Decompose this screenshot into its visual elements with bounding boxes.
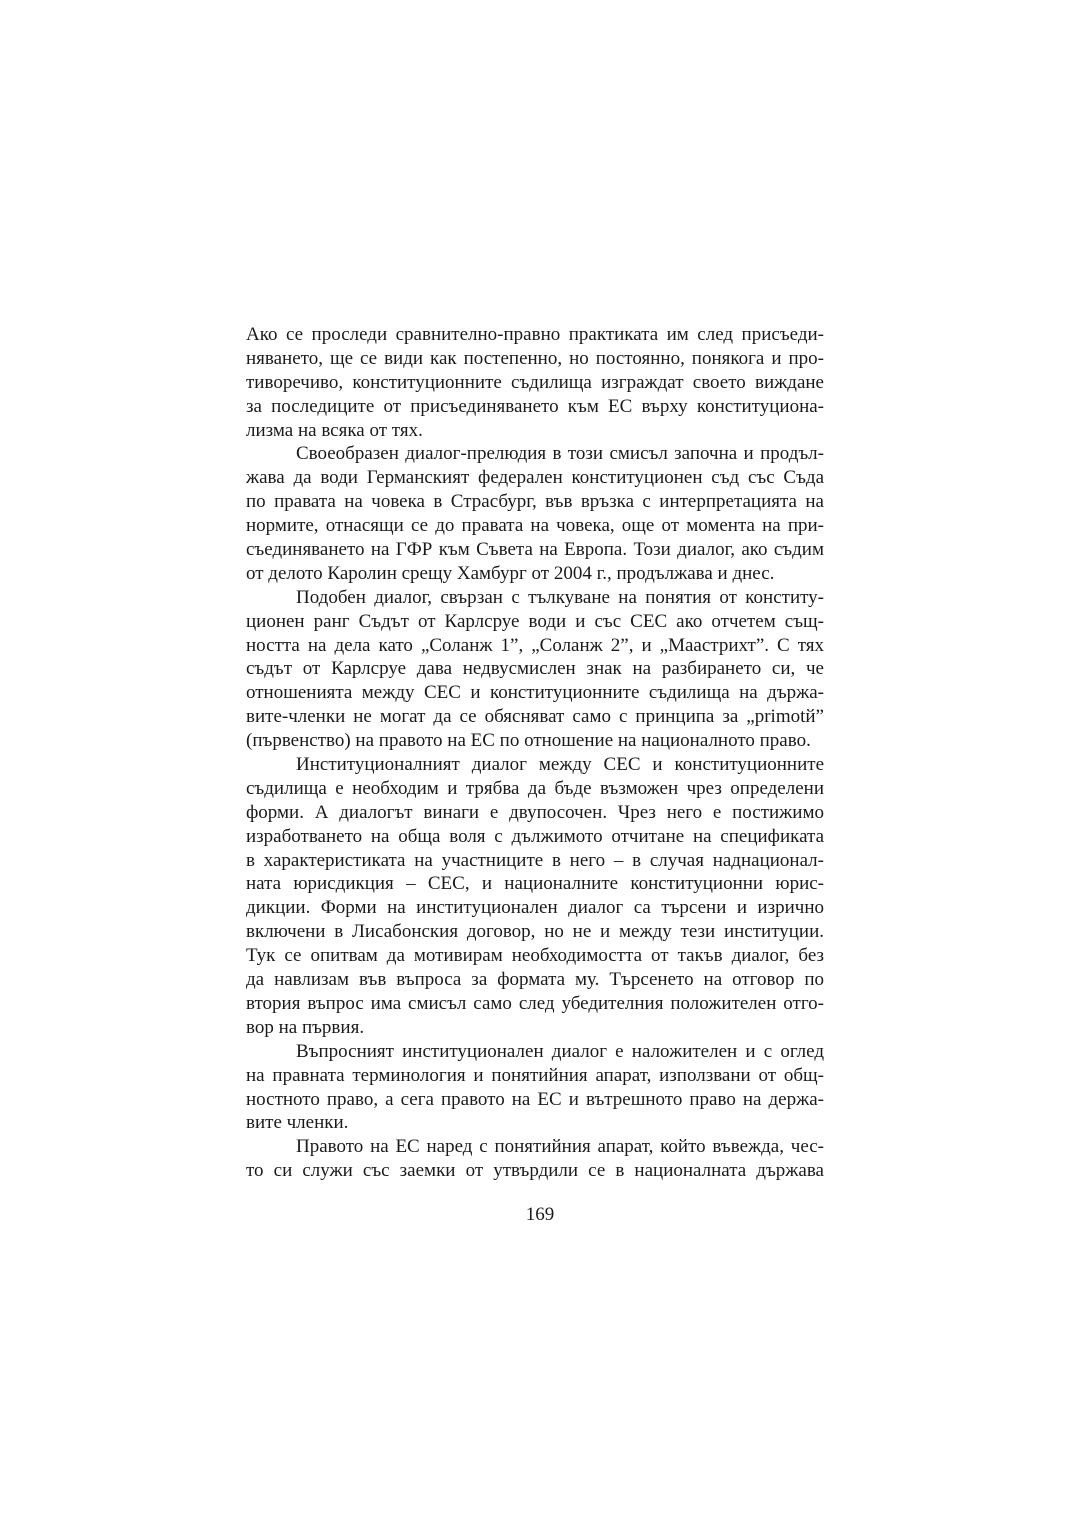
text-line: за последиците от присъединяването към ЕС върху конституциона- xyxy=(246,395,824,417)
text-line: съдилища е необходим и трябва да бъде възможен чрез определени xyxy=(246,777,824,799)
text-line: на правната терминология и понятийния апарат, използвани от общ- xyxy=(246,1064,824,1086)
text-line: от делото Каролин срещу Хамбург от 2004 г., продължава и днес. xyxy=(246,562,775,584)
text-line: Подобен диалог, свързан с тълкуване на понятия от конститу- xyxy=(296,586,824,608)
text-line: по правата на човека в Страсбург, във връзка с интерпретацията на xyxy=(246,491,824,513)
text-line: отношенията между СЕС и конституционните съдилища на държа- xyxy=(246,682,824,704)
page-number: 169 xyxy=(525,1204,555,1225)
text-line: вите-членки не могат да се обясняват само с принципа за „primotй” xyxy=(246,706,824,728)
text-line: нормите, отнасящи се до правата на човека, още от момента на при- xyxy=(246,515,824,537)
text-line: няването, ще се види как постепенно, но постоянно, понякога и про- xyxy=(246,347,824,369)
text-line: дикции. Форми на институционален диалог са търсени и изрично xyxy=(246,897,824,919)
text-line: втория въпрос има смисъл само след убедителния положителен отго- xyxy=(246,992,824,1014)
text-line: то си служи със заемки от утвърдили се в националната държава xyxy=(246,1160,824,1182)
text-line: да навлизам във въпроса за формата му. Търсенето на отговор по xyxy=(246,969,824,991)
text-line: вор на първия. xyxy=(246,1016,365,1038)
text-line: включени в Лисабонския договор, но не и между тези институции. xyxy=(246,921,824,943)
text-line: съдът от Карлсруе дава недвусмислен знак на разбирането си, че xyxy=(246,658,824,680)
text-line: Ако се проследи сравнително-правно практиката им след присъеди- xyxy=(246,324,824,345)
text-line: лизма на всяка от тях. xyxy=(246,419,423,441)
text-line: ността на дела като „Соланж 1”, „Соланж 2”, и „Маастрихт”. С тях xyxy=(246,634,824,656)
text-line: Въпросният институционален диалог е наложителен и с оглед xyxy=(296,1040,824,1062)
text-line: (първенство) на правото на ЕС по отношение на националното право. xyxy=(246,730,811,752)
text-line: Тук се опитвам да мотивирам необходимостта от такъв диалог, без xyxy=(246,945,824,967)
text-line: съединяването на ГФР към Съвета на Европа. Този диалог, ако съдим xyxy=(246,539,824,561)
text-line: Правото на ЕС наред с понятийния апарат, който въвежда, чес- xyxy=(296,1136,824,1158)
text-line: ната юрисдикция – СЕС, и националните конституционни юрис- xyxy=(246,873,824,895)
text-line: жава да води Германският федерален конституционен съд със Съда xyxy=(246,467,824,489)
text-line: ционен ранг Съдът от Карлсруе води и със СЕС ако отчетем същ- xyxy=(246,610,824,632)
text-line: Своеобразен диалог-прелюдия в този смисъл започна и продъл- xyxy=(296,443,824,465)
text-line: изработването на обща воля с дължимото отчитане на спецификата xyxy=(246,825,824,847)
text-line: ностното право, а сега правото на ЕС и вътрешното право на держа- xyxy=(246,1088,824,1110)
text-line: в характеристиката на участниците в него – в случая наднационал- xyxy=(246,849,824,871)
text-line: тиворечиво, конституционните съдилища изграждат своето виждане xyxy=(246,371,824,393)
body-text xyxy=(246,323,824,1183)
text-line: вите членки. xyxy=(246,1112,349,1134)
text-line: форми. А диалогът винаги е двупосочен. Чрез него е постижимо xyxy=(246,801,824,823)
text-line: Институционалният диалог между СЕС и конституционните xyxy=(296,754,824,776)
